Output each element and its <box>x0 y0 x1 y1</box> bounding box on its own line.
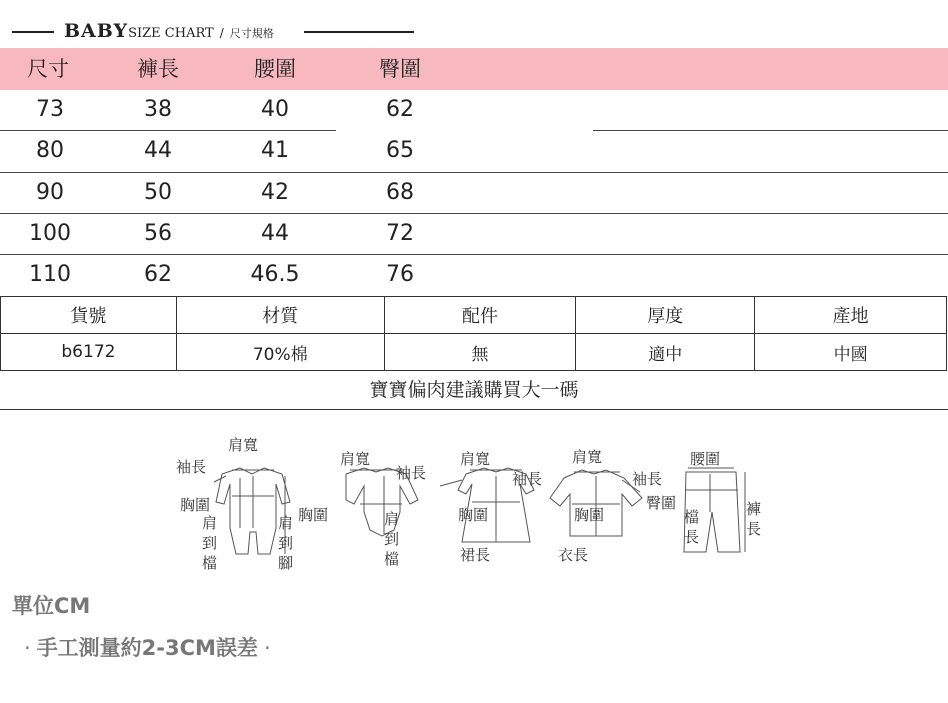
header-item-no: 貨號 <box>1 297 177 334</box>
cell-pants-length: 56 <box>144 221 172 246</box>
label-shoulder-to-foot: 到 <box>278 534 294 552</box>
label-pants-length: 長 <box>746 520 762 538</box>
cell-size: 110 <box>29 262 71 287</box>
title-size-chart: SIZE CHART <box>128 26 214 41</box>
label-chest: 胸圍 <box>180 496 211 514</box>
value-origin: 中國 <box>755 334 947 371</box>
title-cn: 尺寸規格 <box>229 27 274 40</box>
size-table-header <box>0 48 948 90</box>
cell-size: 80 <box>36 138 64 163</box>
title-text <box>64 20 274 42</box>
label-chest: 胸圍 <box>458 506 489 524</box>
measurement-diagram <box>170 432 770 582</box>
label-sleeve: 袖長 <box>512 470 543 488</box>
label-shoulder-to-crotch: 肩 <box>384 510 400 528</box>
cell-waist: 44 <box>261 221 289 246</box>
chart-title <box>12 18 432 46</box>
bullet-dot: · <box>24 636 31 660</box>
measurement-error-note <box>18 632 277 662</box>
label-shoulder: 肩寬 <box>460 450 491 468</box>
row-divider <box>593 130 948 131</box>
cell-pants-length: 38 <box>144 97 172 122</box>
header-origin: 產地 <box>755 297 947 334</box>
header-thickness: 厚度 <box>576 297 755 334</box>
value-accessories: 無 <box>384 334 576 371</box>
bullet-dot: · <box>263 636 271 660</box>
label-shoulder-to-crotch: 到 <box>384 530 400 548</box>
cell-waist: 41 <box>261 138 289 163</box>
cell-hip: 72 <box>386 221 414 246</box>
label-rise: 檔 <box>684 508 700 526</box>
label-chest: 胸圍 <box>298 506 329 524</box>
label-shoulder-to-crotch: 檔 <box>202 554 218 572</box>
cell-hip: 76 <box>386 262 414 287</box>
value-material: 70%棉 <box>176 334 384 371</box>
label-sleeve: 袖長 <box>396 464 427 482</box>
value-item-no: b6172 <box>1 334 177 371</box>
label-rise: 長 <box>684 528 700 546</box>
header-waist: 腰圍 <box>254 57 296 81</box>
label-sleeve: 袖長 <box>176 458 207 476</box>
header-material: 材質 <box>176 297 384 334</box>
cell-size: 100 <box>29 221 71 246</box>
cell-waist: 46.5 <box>250 262 300 287</box>
label-shoulder-to-foot: 腳 <box>278 554 294 572</box>
cell-hip: 62 <box>386 97 414 122</box>
error-text: 手工測量約2-3CM誤差 <box>36 636 258 660</box>
cell-size: 73 <box>36 97 64 122</box>
label-shoulder: 肩寬 <box>572 448 603 466</box>
header-accessories: 配件 <box>384 297 576 334</box>
cell-pants-length: 62 <box>144 262 172 287</box>
cell-waist: 40 <box>261 97 289 122</box>
header-pants-length: 褲長 <box>137 57 179 81</box>
cell-pants-length: 44 <box>144 138 172 163</box>
header-size: 尺寸 <box>27 57 69 81</box>
label-shoulder-to-foot: 肩 <box>278 514 294 532</box>
cell-waist: 42 <box>261 180 289 205</box>
title-left-rule <box>12 31 54 33</box>
label-shoulder: 肩寬 <box>340 450 371 468</box>
top-illustration <box>550 470 642 536</box>
label-hip: 臀圍 <box>646 494 677 512</box>
title-baby: BABY <box>64 20 129 42</box>
sizing-note: 寶寶偏肉建議購買大一碼 <box>0 372 948 410</box>
label-shoulder-to-crotch: 肩 <box>202 514 218 532</box>
title-right-rule <box>304 31 414 33</box>
label-waist: 腰圍 <box>690 450 721 468</box>
header-hip: 臀圍 <box>379 57 421 81</box>
value-thickness: 適中 <box>576 334 755 371</box>
label-skirt-length: 裙長 <box>460 546 491 564</box>
unit-label: 單位CM <box>12 594 91 618</box>
cell-hip: 65 <box>386 138 414 163</box>
label-shoulder-to-crotch: 到 <box>202 534 218 552</box>
cell-size: 90 <box>36 180 64 205</box>
label-sleeve: 袖長 <box>632 470 663 488</box>
label-pants-length: 褲 <box>746 500 762 518</box>
cell-pants-length: 50 <box>144 180 172 205</box>
label-garment-length: 衣長 <box>558 546 589 564</box>
product-info-table <box>0 296 947 371</box>
label-chest: 胸圍 <box>574 506 605 524</box>
label-shoulder: 肩寬 <box>228 436 259 454</box>
title-separator: / <box>219 26 224 40</box>
label-shoulder-to-crotch: 檔 <box>384 550 400 568</box>
cell-hip: 68 <box>386 180 414 205</box>
